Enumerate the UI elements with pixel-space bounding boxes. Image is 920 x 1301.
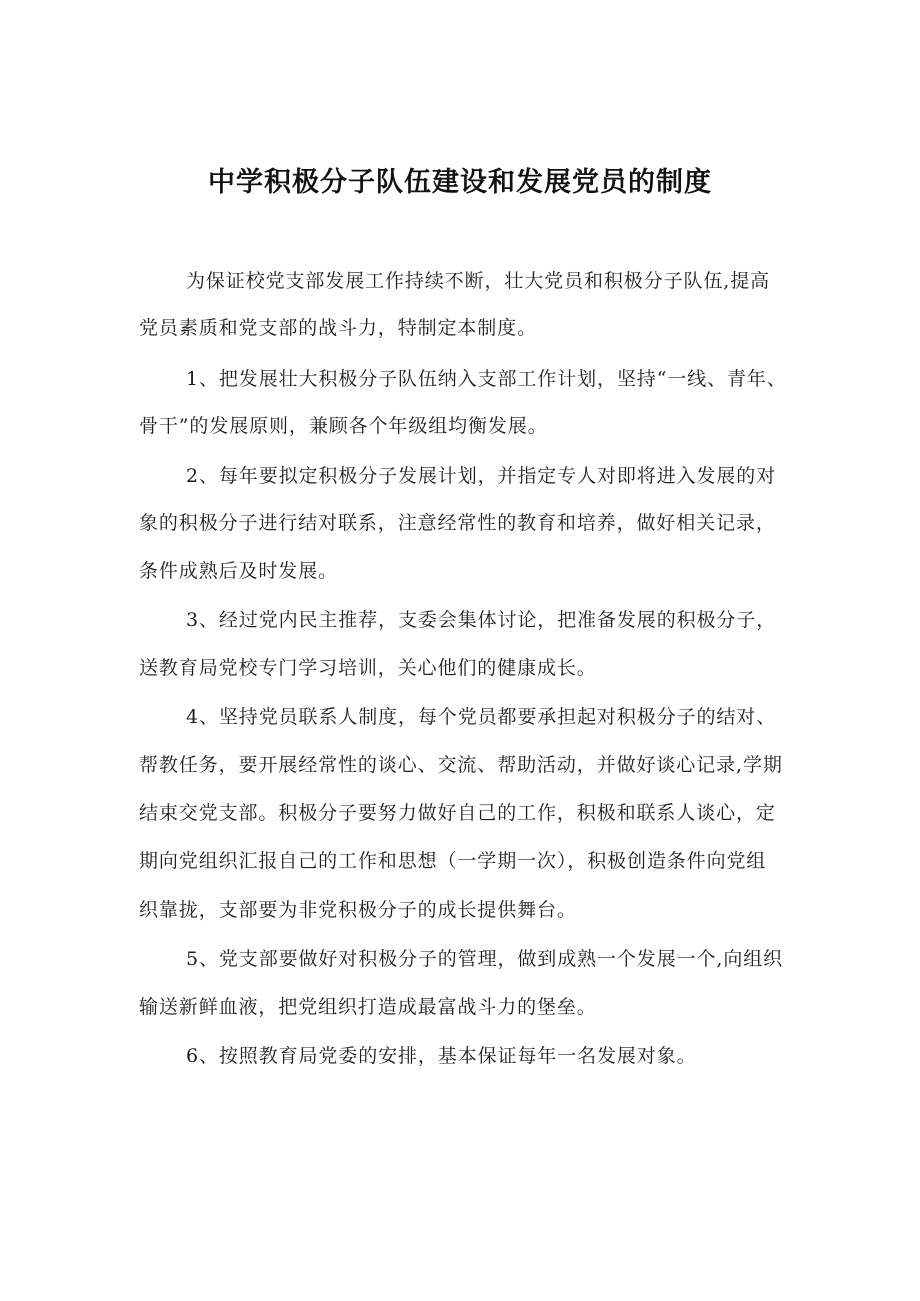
paragraph-intro-line-2: 党员素质和党支部的战斗力，特制定本制度。 (139, 317, 538, 339)
paragraph-3-line-2: 送教育局党校专门学习培训，关心他们的健康成长。 (139, 657, 597, 679)
paragraph-1-line-2: 骨干”的发展原则，兼顾各个年级组均衡发展。 (139, 415, 548, 437)
paragraph-4-line-3: 结束交党支部。积极分子要努力做好自己的工作，积极和联系人谈心，定 (139, 802, 776, 824)
paragraph-1-line-1: 1、把发展壮大积极分子队伍纳入支部工作计划，坚持“一线、青年、 (186, 368, 787, 390)
paragraph-4-line-5: 织靠拢，支部要为非党积极分子的成长提供舞台。 (139, 899, 577, 921)
document-title: 中学积极分子队伍建设和发展党员的制度 (208, 167, 712, 198)
paragraph-4-line-2: 帮教任务，要开展经常性的谈心、交流、帮助活动，并做好谈心记录,学期 (139, 754, 783, 776)
paragraph-5-line-1: 5、党支部要做好对积极分子的管理，做到成熟一个发展一个,向组织 (186, 948, 784, 970)
paragraph-5-line-2: 输送新鲜血液，把党组织打造成最富战斗力的堡垒。 (139, 996, 597, 1018)
paragraph-2-line-3: 条件成熟后及时发展。 (139, 560, 339, 582)
paragraph-4-line-4: 期向党组织汇报自己的工作和思想（一学期一次），积极创造条件向党组 (139, 850, 767, 872)
paragraph-2-line-1: 2、每年要拟定积极分子发展计划，并指定专人对即将进入发展的对 (186, 465, 777, 487)
paragraph-2-line-2: 象的积极分子进行结对联系，注意经常性的教育和培养，做好相关记录， (139, 512, 776, 534)
paragraph-intro-line-1: 为保证校党支部发展工作持续不断，壮大党员和积极分子队伍,提高 (186, 270, 771, 292)
paragraph-6-line-1: 6、按照教育局党委的安排，基本保证每年一名发展对象。 (186, 1045, 697, 1067)
paragraph-4-line-1: 4、坚持党员联系人制度，每个党员都要承担起对积极分子的结对、 (186, 706, 777, 728)
paragraph-3-line-1: 3、经过党内民主推荐，支委会集体讨论，把准备发展的积极分子， (186, 609, 777, 631)
